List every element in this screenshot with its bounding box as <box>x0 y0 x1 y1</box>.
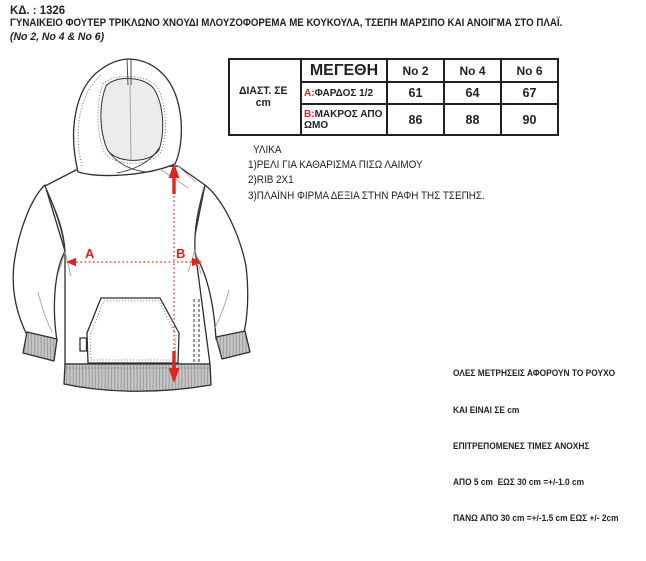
dim-key-b: Β: <box>304 108 315 120</box>
garment-code-text: ΚΔ. : 1326 <box>10 3 66 17</box>
size-col-header: No 2 <box>387 59 444 82</box>
sizes-note-text: (No 2, No 4 & No 6) <box>10 31 105 43</box>
table-cell: 64 <box>444 82 501 104</box>
sizes-note <box>10 31 109 43</box>
hood-opening-lining <box>101 78 163 160</box>
garment-description-text: ΓΥΝΑΙΚΕΙΟ ΦΟΥΤΕΡ ΤΡΙΚΛΩΝΟ ΧΝΟΥΔΙ ΜΛΟΥΖΟΦΟΡΕΜΑ ΜΕ ΚΟΥΚΟΥΛΑ, ΤΣΕΠΗ ΜΑΡΣΙΠΟ ΚΑΙ ΑΝΟΙΓΜΑ ΣΤΟ ΠΛΑΪ. <box>10 17 563 29</box>
dim-label-b: B <box>176 246 186 261</box>
dim-key-a: Α: <box>304 87 315 99</box>
size-col-header: No 4 <box>444 59 501 82</box>
dim-label-a: A <box>85 246 95 261</box>
table-cell: 88 <box>444 104 501 135</box>
dim-label-length: ΜΑΚΡΟΣ ΑΠΟ ΩΜΟ <box>304 108 383 131</box>
pocket-side-tag <box>80 338 87 351</box>
material-item: 1)ΡΕΛΙ ΓΙΑ ΚΑΘΑΡΙΣΜΑ ΠΙΣΩ ΛΑΙΜΟΥ <box>248 159 423 172</box>
table-cell: 61 <box>387 82 444 104</box>
materials-title-text: ΥΛΙΚΑ <box>253 144 282 156</box>
row-label-length <box>301 104 387 135</box>
material-item: 2)RIB 2X1 <box>248 174 294 187</box>
tolerance-line: ΑΠΟ 5 cm ΕΩΣ 30 cm =+/-1.0 cm <box>452 477 584 488</box>
tolerance-note <box>443 331 627 561</box>
table-cell: 90 <box>501 104 558 135</box>
dim-label-width: ΦΑΡΔΟΣ 1/2 <box>314 87 374 99</box>
table-cell: 67 <box>501 82 558 104</box>
tolerance-line: ΕΠΙΤΡΕΠΟΜΕΝΕΣ ΤΙΜΕΣ ΑΝΟΧΗΣ <box>452 440 590 451</box>
tolerance-block <box>453 343 619 549</box>
table-cell: 86 <box>387 104 444 135</box>
corner-label: ΔΙΑΣΤ. ΣΕ cm <box>238 85 288 109</box>
row-label-width <box>301 82 387 104</box>
garment-description <box>10 17 624 29</box>
material-item: 3)ΠΛΑΪΝΗ ΦΙΡΜΑ ΔΕΞΙΑ ΣΤΗΝ ΡΑΦΗ ΤΗΣ ΤΣΕΠΗΣ. <box>248 189 485 202</box>
size-col-header: No 6 <box>501 59 558 82</box>
garment-code <box>10 3 68 17</box>
kangaroo-pocket <box>87 298 179 363</box>
tolerance-line: ΟΛΕΣ ΜΕΤΡΗΣΕΙΣ ΑΦΟΡΟΥΝ ΤΟ ΡΟΥΧΟ <box>452 368 615 379</box>
tolerance-line: ΠΑΝΩ ΑΠΟ 30 cm =+/-1.5 cm ΕΩΣ +/- 2cm <box>452 513 619 524</box>
garment-outline <box>13 59 250 391</box>
dim-b-shaft-bottom <box>172 351 175 370</box>
tolerance-line: ΚΑΙ ΕΙΝΑΙ ΣΕ cm <box>452 404 520 415</box>
hoodie-technical-sketch <box>8 52 300 398</box>
size-table-header-megethi: ΜΕΓΕΘΗ <box>301 59 387 82</box>
